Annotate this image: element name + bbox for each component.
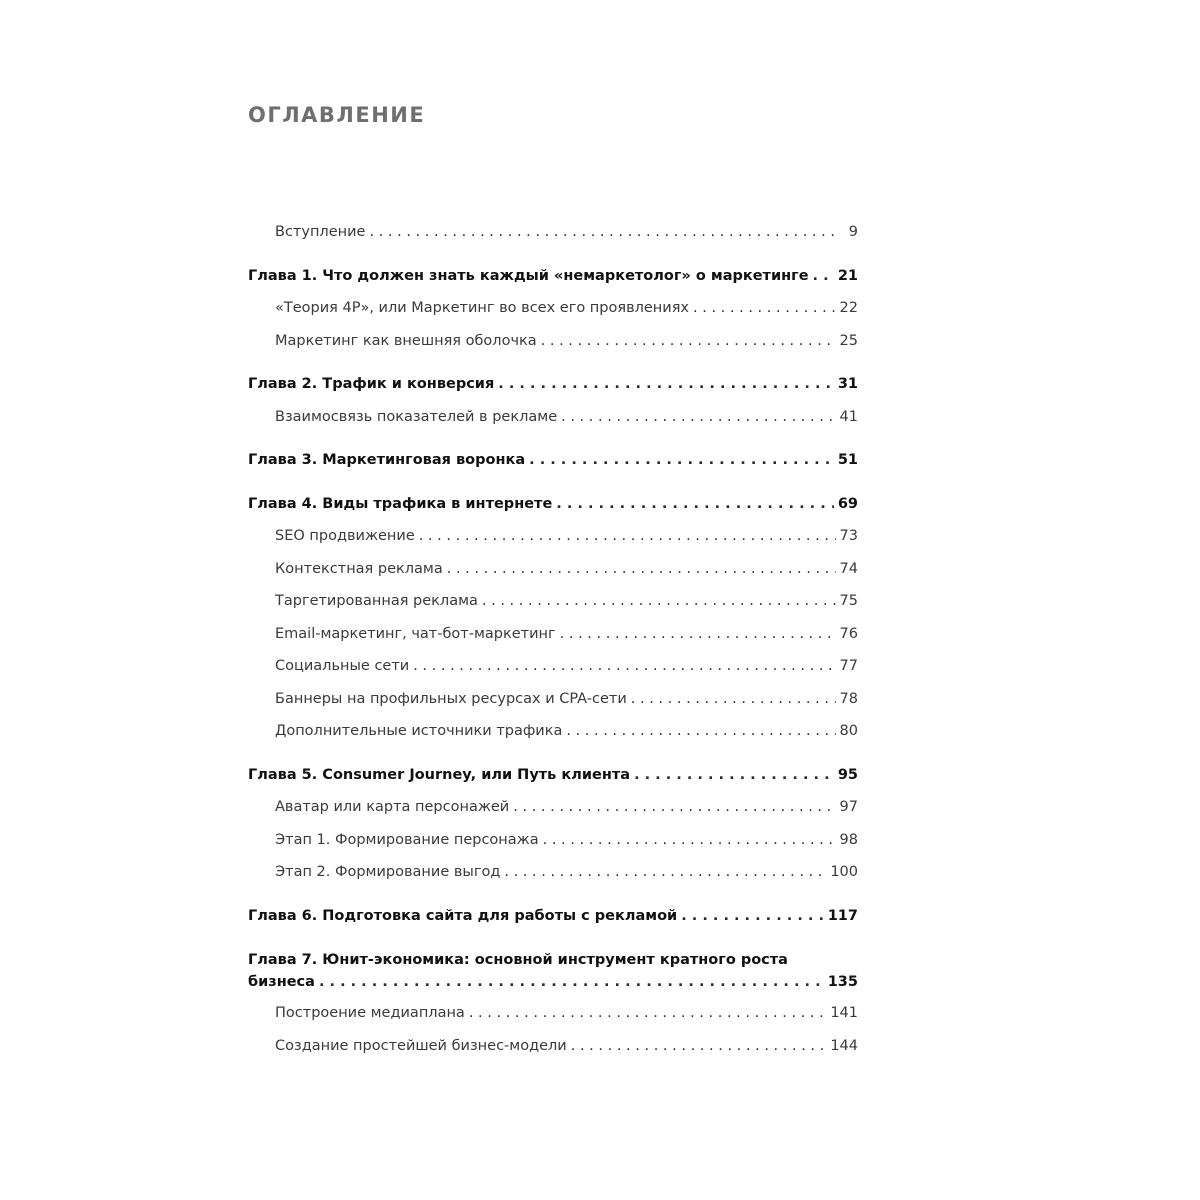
toc-page-number: 141 [830,1005,858,1021]
toc-entry-title: Социальные сети [275,658,410,674]
toc-entry-ch1-s2[interactable] [248,331,858,364]
table-of-contents [248,222,858,1068]
toc-page-number: 22 [839,300,858,316]
toc-entry-ch7-s2[interactable] [248,1036,858,1069]
leader-dots [571,1036,827,1056]
leader-dots [369,222,836,242]
toc-entry-title: SEO продвижение [275,528,415,544]
toc-page-number: 74 [839,560,858,577]
toc-page-number: 80 [839,723,858,739]
toc-page-number: 100 [830,864,858,880]
toc-chapter-title-line2: бизнеса [248,974,315,990]
page-title: ОГЛАВЛЕНИЕ [248,103,426,127]
toc-entry-title: Построение медиаплана [275,1005,465,1021]
leader-dots [447,559,836,579]
toc-chapter-3[interactable] [248,450,858,483]
toc-page-number: 41 [839,408,858,425]
leader-dots [319,971,824,993]
leader-dots [566,721,835,741]
toc-page-number: 75 [839,593,858,609]
toc-entry-title: Контекстная реклама [275,560,443,577]
toc-entry-title: «Теория 4P», или Маркетинг во всех его проявлениях [275,300,690,316]
toc-entry-intro[interactable] [248,222,858,255]
toc-chapter-title: Глава 2. Трафик и конверсия [248,376,495,392]
toc-entry-ch7-s1[interactable] [248,1003,858,1036]
toc-chapter-title: Глава 3. Маркетинговая воронка [248,452,526,468]
toc-entry-title: Таргетированная реклама [275,593,478,609]
toc-entry-ch1-s1[interactable] [248,298,858,331]
toc-entry-ch4-s6[interactable] [248,689,858,722]
toc-page-number: 21 [837,267,858,284]
toc-page-number: 9 [848,224,858,240]
toc-page-number: 117 [827,907,858,924]
leader-dots [634,765,834,785]
toc-entry-ch5-s1[interactable] [248,797,858,830]
toc-page-number: 73 [839,528,858,544]
toc-entry-title: Баннеры на профильных ресурсах и CPA-сети [275,690,627,707]
toc-chapter-title-continued [248,971,858,1003]
leader-dots [504,862,826,882]
toc-entry-title: Создание простейшей бизнес-модели [275,1037,567,1054]
toc-entry-ch4-s2[interactable] [248,559,858,592]
toc-page-number: 51 [837,452,858,468]
toc-page-number: 98 [839,831,858,848]
leader-dots [556,494,834,514]
toc-chapter-title: Глава 5. Consumer Journey, или Путь клиента [248,766,631,783]
toc-entry-ch5-s2[interactable] [248,830,858,863]
leader-dots [543,830,836,850]
toc-page-number: 69 [837,495,858,512]
toc-entry-ch4-s7[interactable] [248,721,858,754]
toc-page-number: 97 [839,799,858,815]
toc-entry-title: Взаимосвязь показателей в рекламе [275,408,558,425]
leader-dots [469,1003,826,1023]
toc-entry-title: Маркетинг как внешняя оболочка [275,332,537,349]
leader-dots [419,526,836,546]
leader-dots [541,331,836,351]
toc-entry-title: Email-маркетинг, чат-бот-маркетинг [275,625,556,642]
toc-chapter-6[interactable] [248,906,858,939]
leader-dots [413,656,835,676]
toc-chapter-title: Глава 6. Подготовка сайта для работы с рекламой [248,907,678,924]
toc-entry-ch2-s1[interactable] [248,407,858,440]
toc-page-number: 25 [839,332,858,349]
leader-dots [482,591,836,611]
toc-chapter-title: Глава 1. Что должен знать каждый «немаркетолог» о маркетинге [248,267,809,284]
toc-chapter-7[interactable] [248,949,858,1003]
leader-dots [529,450,834,470]
toc-page-number: 135 [827,974,858,990]
toc-chapter-4[interactable] [248,494,858,527]
toc-entry-ch4-s3[interactable] [248,591,858,624]
toc-page-number: 31 [837,376,858,392]
toc-entry-ch4-s1[interactable] [248,526,858,559]
toc-page-number: 144 [830,1037,858,1054]
toc-page-number: 95 [837,766,858,783]
toc-entry-title: Этап 2. Формирование выгод [275,864,501,880]
leader-dots [513,797,835,817]
toc-entry-title: Аватар или карта персонажей [275,799,510,815]
toc-entry-ch5-s3[interactable] [248,862,858,895]
leader-dots [681,906,824,926]
toc-page-number: 77 [839,658,858,674]
leader-dots [813,266,834,286]
toc-entry-title: Этап 1. Формирование персонажа [275,831,539,848]
toc-chapter-5[interactable] [248,765,858,798]
toc-entry-ch4-s4[interactable] [248,624,858,657]
toc-chapter-1[interactable] [248,266,858,299]
toc-entry-ch4-s5[interactable] [248,656,858,689]
leader-dots [560,624,836,644]
leader-dots [693,298,836,318]
toc-entry-title: Вступление [275,224,366,240]
leader-dots [561,407,835,427]
toc-chapter-title: Глава 7. Юнит-экономика: основной инструмент кратного роста [248,952,788,968]
toc-page-number: 78 [839,690,858,707]
toc-page-number: 76 [839,625,858,642]
toc-chapter-title: Глава 4. Виды трафика в интернете [248,495,553,512]
toc-entry-title: Дополнительные источники трафика [275,723,563,739]
toc-chapter-2[interactable] [248,374,858,407]
leader-dots [498,374,834,394]
leader-dots [631,689,836,709]
